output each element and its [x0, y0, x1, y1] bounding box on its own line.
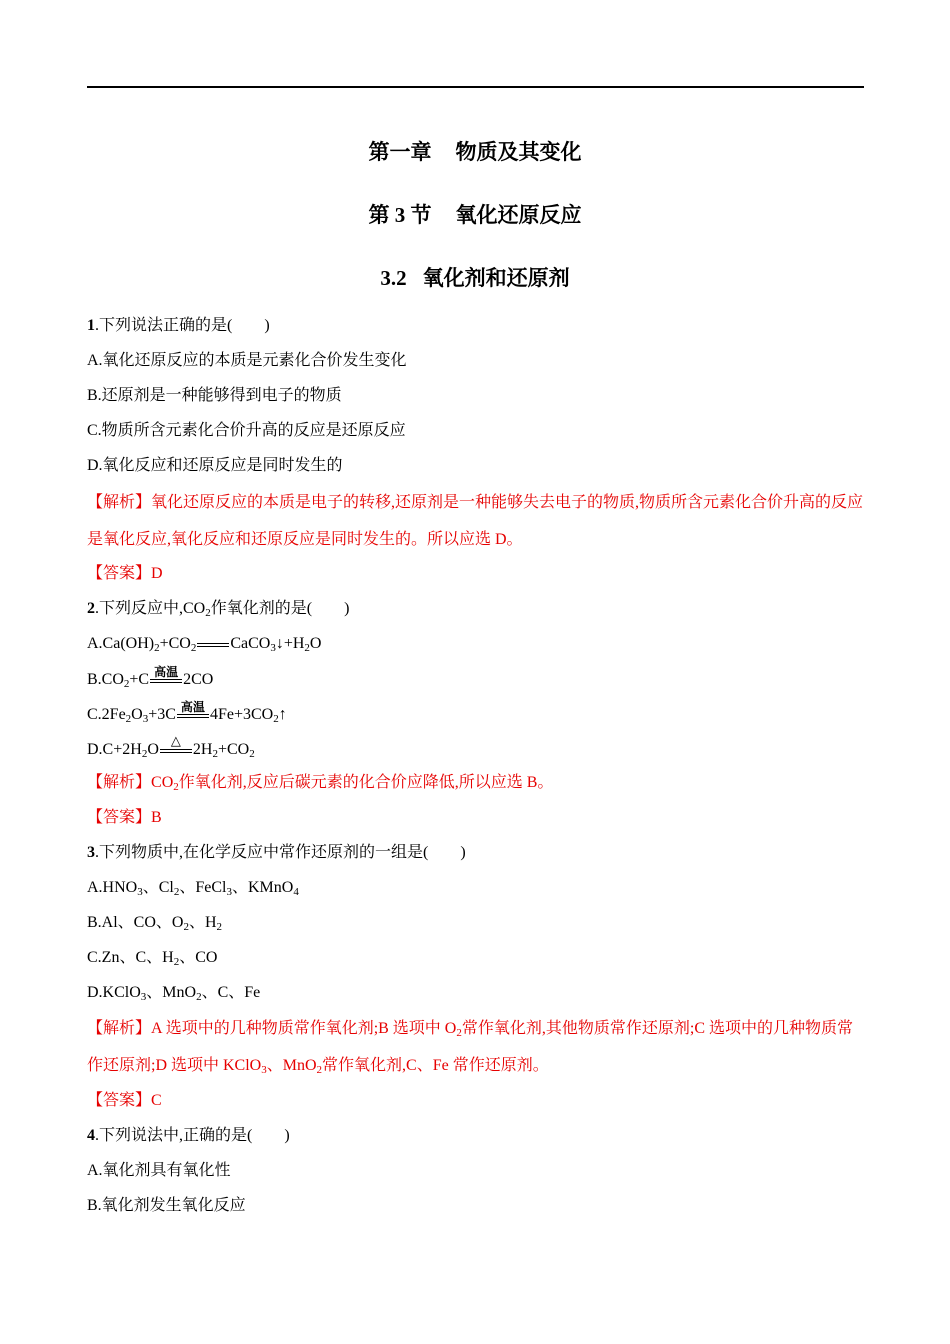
- chapter-title: 第一章 物质及其变化: [368, 140, 582, 164]
- condition-high-temp: 高温: [176, 705, 210, 719]
- q2-option-b: $B.CO_2+C$ 高温 2CO: [87, 665, 214, 690]
- q3-option-d: D.KClO$_3$、MnO$_2$、C、Fe: [87, 984, 261, 1003]
- condition-high-temp: 高温: [149, 670, 183, 684]
- q3-option-c: C.Zn、C、$H_2$、CO: [87, 949, 218, 968]
- q1-option-c: C.物质所含元素化合价升高的反应是还原反应: [87, 422, 406, 439]
- q2-answer: 【答案】B: [87, 809, 162, 826]
- subsection-title: 3.2 氧化剂和还原剂: [380, 266, 570, 290]
- q1-option-b: B.还原剂是一种能够得到电子的物质: [87, 387, 342, 404]
- q1-option-a: A.氧化还原反应的本质是元素化合价发生变化: [87, 352, 407, 369]
- q4-stem: 4.下列说法中,正确的是( ): [87, 1127, 290, 1144]
- condition-heat: △: [159, 740, 193, 754]
- q1-stem: 1.下列说法正确的是( ): [87, 317, 270, 334]
- q1-answer: 【答案】D: [87, 565, 163, 582]
- q2-option-d: $D.C+2H_2O$ △ $2H_2+CO_2$: [87, 734, 255, 760]
- q4-option-a: A.氧化剂具有氧化性: [87, 1162, 231, 1179]
- q1-analysis: 【解析】氧化还原反应的本质是电子的转移,还原剂是一种能够失去电子的物质,物质所含元素化合价升高的反应是氧化反应,氧化反应和还原反应是同时发生的。所以应选 D。: [87, 494, 864, 548]
- section-title: 第 3 节 氧化还原反应: [368, 203, 582, 227]
- q4-option-b: B.氧化剂发生氧化反应: [87, 1197, 246, 1214]
- q3-answer: 【答案】C: [87, 1092, 162, 1109]
- q3-analysis: 【解析】A 选项中的几种物质常作氧化剂;B 选项中 $O_2$常作氧化剂,其他物质常作还原剂;C 选项中的几种物质常作还原剂;D 选项中 KClO$_3$、MnO$_2$常作氧化剂,C、Fe 常作还原剂。: [87, 1020, 854, 1076]
- q1-option-d: D.氧化反应和还原反应是同时发生的: [87, 457, 343, 474]
- q2-stem: 2.下列反应中$,CO_2$作氧化剂的是( ): [87, 600, 350, 619]
- q2-analysis: 【解析】$CO_2$作氧化剂,反应后碳元素的化合价应降低,所以应选 B。: [87, 774, 554, 793]
- q2-option-a: $A.Ca(OH)_2+CO_2$ $CaCO_3↓+H_2O$: [87, 635, 322, 654]
- header-rule: [87, 86, 864, 88]
- q3-option-b: B.Al、CO、$O_2$、$H_2$: [87, 914, 223, 933]
- q2-option-c: $C.2Fe_2O_3+3C$ 高温 $4Fe+3CO_2↑$: [87, 700, 287, 725]
- q3-option-a: $A.HNO_3$、$Cl_2$、FeCl$_3$、KMnO$_4$: [87, 879, 299, 898]
- q3-stem: 3.下列物质中,在化学反应中常作还原剂的一组是( ): [87, 844, 466, 861]
